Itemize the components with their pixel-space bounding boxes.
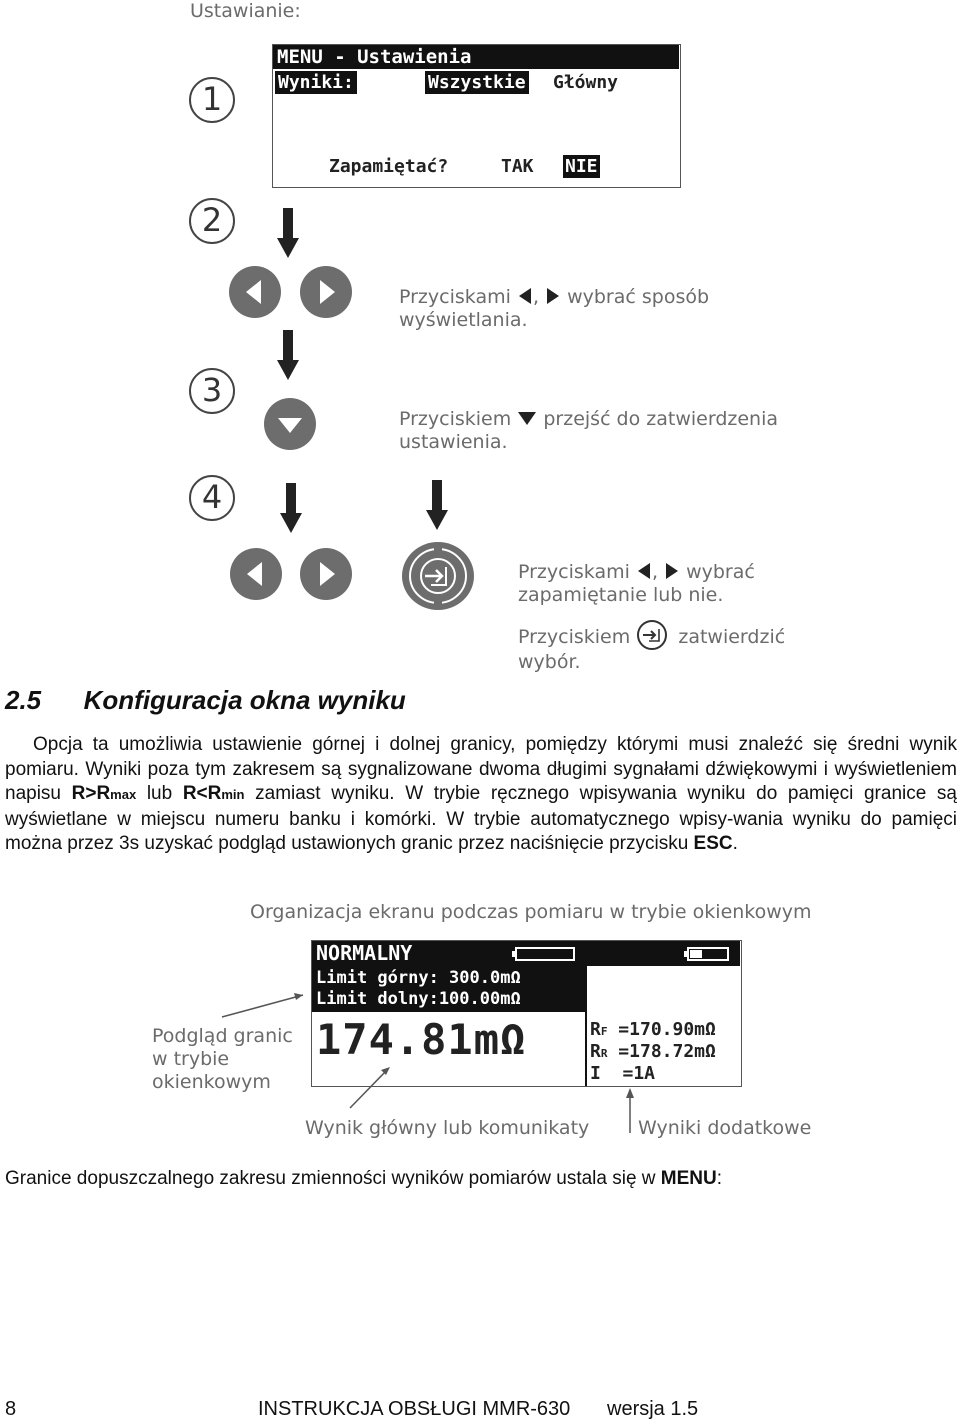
rf-value: RF =170.90mΩ bbox=[590, 1019, 716, 1040]
section-paragraph: Opcja ta umożliwia ustawienie górnej i dolnej granicy, pomiędzy którymi musi znaleźć się średni wynik pomiaru. Wyniki poza tym zakresem są sygnalizowane dwoma długimi sygnałami dźwiękowymi i wyświetleniem napisu R>Rmax lub R<Rmin zamiast wyniku. W trybie ręcznego wpisywania wyniku do pamięci granice są wyświetlane w miejscu numeru banku i komórki. W trybie automatycznego wpisy-wania wyniku do pamięci można przez 3s uzyskać podgląd ustawionych granic przez naciśnięcie przycisku ESC. bbox=[5, 734, 957, 854]
screen-row-label: Wyniki: bbox=[275, 71, 357, 94]
footer-version: wersja 1.5 bbox=[607, 1398, 699, 1420]
limit-lower: Limit dolny:100.00mΩ bbox=[316, 989, 521, 1009]
step-2-text: Przyciskami , wybrać sposób wyświetlania. bbox=[399, 286, 710, 331]
label-preview-limits: Podgląd granic w trybie okienkowym bbox=[152, 1025, 293, 1093]
step-4-number: 4 bbox=[189, 475, 235, 521]
down-triangle-icon bbox=[517, 410, 537, 426]
enter-button-icon[interactable] bbox=[401, 541, 475, 611]
step-2-number: 2 bbox=[189, 198, 235, 244]
down-arrow-icon bbox=[280, 483, 302, 533]
footer-title: INSTRUKCJA OBSŁUGI MMR-630 bbox=[258, 1398, 571, 1420]
closing-text: Granice dopuszczalnego zakresu zmienności wyników pomiarów ustala się w MENU: bbox=[5, 1168, 723, 1189]
down-button-icon[interactable] bbox=[264, 398, 316, 450]
mode-label: NORMALNY bbox=[316, 941, 413, 965]
screen-title: MENU - Ustawienia bbox=[273, 45, 679, 69]
screen-yes: TAK bbox=[501, 156, 534, 177]
down-arrow-icon bbox=[426, 480, 448, 530]
main-value: 174.81mΩ bbox=[316, 1015, 527, 1064]
top-heading: Ustawianie: bbox=[190, 0, 301, 22]
left-button-icon[interactable] bbox=[230, 548, 282, 600]
step-3-number: 3 bbox=[189, 368, 235, 414]
step-4-text: Przyciskami , wybrać zapamiętanie lub nie. Przyciskiem zatwierdzić wybór. bbox=[518, 561, 786, 673]
right-triangle-icon bbox=[545, 287, 561, 305]
current-value: I =1A bbox=[590, 1063, 656, 1084]
page-number: 8 bbox=[5, 1398, 17, 1420]
screen-option-selected: Wszystkie bbox=[425, 71, 529, 94]
section-number: 2.5 bbox=[5, 685, 42, 715]
battery-icon bbox=[682, 946, 732, 962]
screen-no: NIE bbox=[565, 156, 598, 177]
figure-caption: Organizacja ekranu podczas pomiaru w trybie okienkowym bbox=[250, 901, 812, 923]
right-triangle-icon bbox=[664, 562, 680, 580]
enter-small-icon bbox=[636, 619, 672, 651]
battery-outline-icon bbox=[512, 946, 582, 962]
label-extra-results: Wyniki dodatkowe bbox=[638, 1117, 812, 1139]
left-triangle-icon bbox=[636, 562, 652, 580]
left-button-icon[interactable] bbox=[229, 266, 281, 318]
screen-option-other: Główny bbox=[553, 72, 619, 93]
step-3-text: Przyciskiem przejść do zatwierdzenia ustawienia. bbox=[399, 408, 779, 453]
step-1-number: 1 bbox=[189, 77, 235, 123]
section-title: Konfiguracja okna wyniku bbox=[83, 685, 406, 715]
section-heading bbox=[5, 684, 406, 716]
settings-screen bbox=[272, 44, 681, 188]
measurement-screen bbox=[311, 940, 742, 1087]
screen-question: Zapamiętać? bbox=[329, 156, 449, 177]
label-main-result: Wynik główny lub komunikaty bbox=[305, 1117, 590, 1139]
rr-value: RR =178.72mΩ bbox=[590, 1041, 716, 1062]
right-button-icon[interactable] bbox=[300, 548, 352, 600]
left-triangle-icon bbox=[517, 287, 533, 305]
limit-upper: Limit górny: 300.0mΩ bbox=[316, 968, 521, 988]
down-arrow-icon bbox=[277, 330, 299, 380]
down-arrow-icon bbox=[277, 208, 299, 258]
right-button-icon[interactable] bbox=[300, 266, 352, 318]
